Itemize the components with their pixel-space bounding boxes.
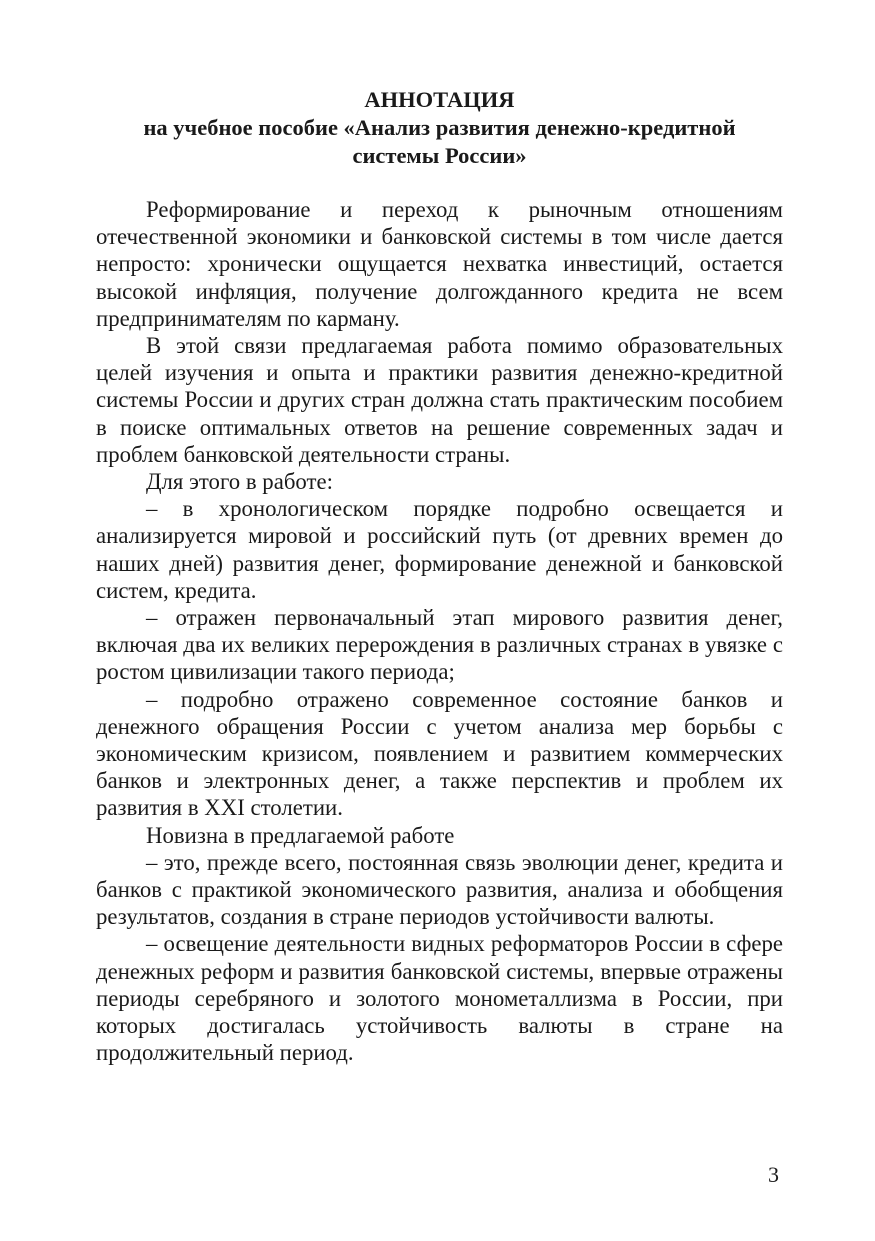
paragraph-novelty-lead: Новизна в предлагаемой работе [146, 822, 455, 848]
page-number: 3 [768, 1162, 779, 1187]
list-item: – в хронологическом порядке подробно освещается и анализируется мировой и российский путь (от древних времен до наших дней) развития денег, формирование денежной и банковской систем, кредита. [96, 496, 783, 603]
paragraph-intro: Реформирование и переход к рыночным отношениям отечественной экономики и банковской системы в том числе дается непросто: хронически ощущается нехватка инвестиций, остается высокой инфляция, получение долгожданного кредита не всем предпринимателям по карману. [96, 197, 783, 331]
list-item: – подробно отражено современное состояние банков и денежного обращения России с учетом анализа мер борьбы с экономическим кризисом, появлением и развитием коммерческих банков и электронных денег, а также перспектив и проблем их развития в XXI столетии. [96, 686, 783, 821]
list-item: – отражен первоначальный этап мирового развития денег, включая два их великих перерождения в различных странах в увязке с ростом цивилизации такого периода; [96, 605, 783, 685]
subtitle-line-2: системы России» [352, 143, 527, 168]
list-item: – освещение деятельности видных реформаторов России в сфере денежных реформ и развития банковской системы, впервые отражены периоды серебряного и золотого монометаллизма в России, при которых достигалась устойчивость валюты в стране на продолжительный период. [96, 931, 783, 1066]
page-title: АННОТАЦИЯ [364, 87, 515, 112]
list-item: – это, прежде всего, постоянная связь эволюции денег, кредита и банков с практикой экономического развития, анализа и обобщения результатов, создания в стране периодов устойчивости валюты. [96, 849, 783, 930]
annotation-body [96, 196, 783, 1067]
paragraph-purpose: В этой связи предлагаемая работа помимо образовательных целей изучения и опыта и практики развития денежно-кредитной системы России и других стран должна стать практическим пособием в поиске оптимальных ответов на решение современных задач и проблем банковской деятельности страны. [96, 333, 783, 467]
subtitle-line-1: на учебное пособие «Анализ развития денежно-кредитной [143, 115, 736, 140]
paragraph-list-lead: Для этого в работе: [146, 469, 333, 495]
document-page [96, 86, 783, 1067]
annotation-header [96, 86, 783, 170]
